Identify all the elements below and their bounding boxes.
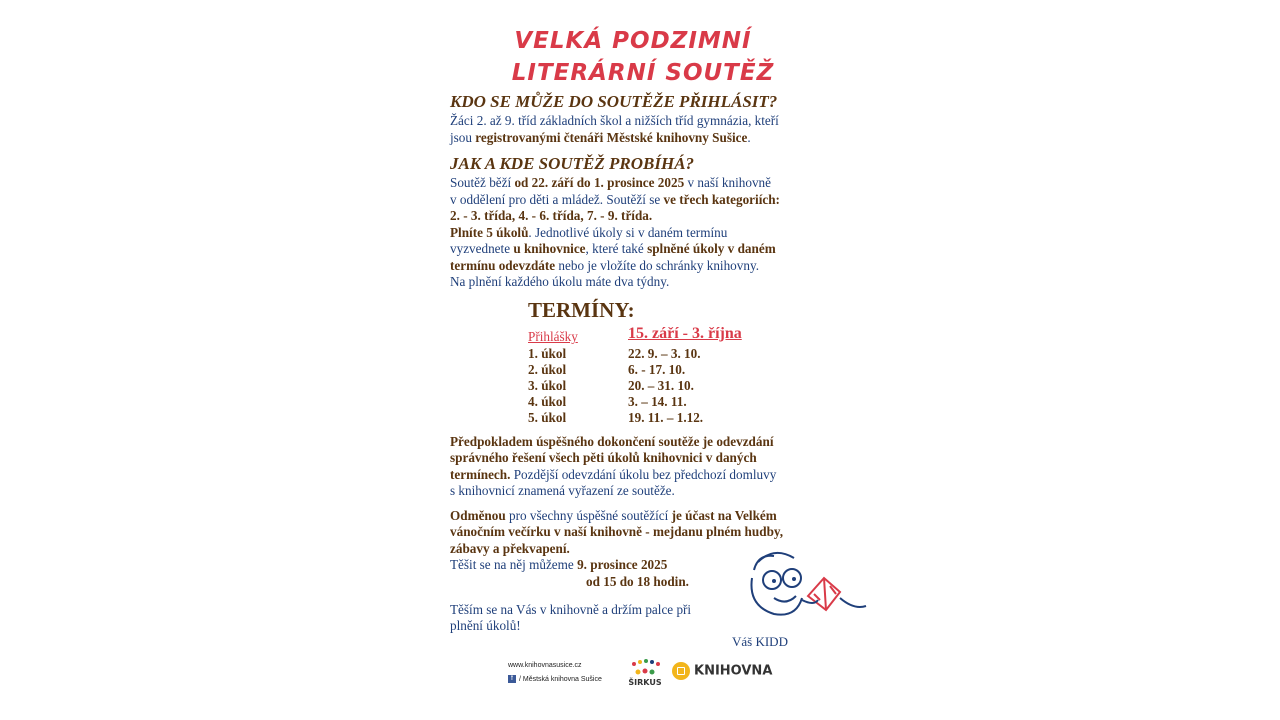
kidd-mascot-icon (744, 548, 870, 626)
terms-heading: TERMÍNY: (528, 298, 635, 322)
section2-line3: 2. - 3. třída, 4. - 6. třída, 7. - 9. třída. (450, 208, 653, 223)
section5-line1: Těším se na Vás v knihovně a držím palce při (450, 602, 692, 617)
section4-line4: Těšit se na něj můžeme 9. prosince 2025 (450, 557, 668, 572)
knihovna-icon (672, 662, 690, 680)
section1-line1: Žáci 2. až 9. tříd základních škol a nižších tříd gymnázia, kteří (450, 113, 779, 128)
section4-line2: vánočním večírku v naší knihovně - mejdanu plném hudby, (450, 524, 784, 539)
section2-line2: v oddělení pro děti a mládež. Soutěží se ve třech kategoriích: (450, 192, 780, 207)
sirkus-logo (628, 658, 662, 693)
section4-line3: zábavy a překvapení. (450, 541, 570, 556)
section2-line1: Soutěž běží od 22. září do 1. prosince 2025 v naší knihovně (450, 175, 771, 190)
poster: VELKÁ PODZIMNÍ LITERÁRNÍ SOUTĚŽ KDO SE MŮŽE DO SOUTĚŽE PŘIHLÁSIT? Žáci 2. až 9. tříd základních škol a nižších tříd gymnázia, kteří jsou registrovanými čtenáři Městské knihovny Sušice. JAK A KDE SOUTĚŽ PROBÍHÁ? Soutěž běží od 22. září do 1. prosince 2025 v naší knihovně v oddělení pro děti a mládež. Soutěží se ve třech kategoriích: 2. - 3. třída, 4. - 6. třída, 7. - 9. třída. Plníte 5 úkolů. Jednotlivé úkoly si v daném termínu vyzvednete u knihovnice, které také splněné úkoly v daném termínu odevzdáte nebo je vložíte do schránky knihovny. Na plnění každého úkolu máte dva týdny. TERMÍNY: Přihlášky 15. září - 3. října 1. úkol 22. 9. – 3. 10. 2. úkol 6. - 17. 10. 3. úkol 20. – 31. 10. 4. úkol 3. – 14. 11. 5. úkol 19. 11. – 1.12. Předpokladem úspěšného dokončení soutěže je odevzdání správného řešení všech pěti úkolů knihovnici v daných termínech. Pozdější odevzdání úkolu bez předchozí domluvy s knihovnicí znamená vyřazení ze soutěže. Odměnou pro všechny úspěšné soutěžící je účast na Velkém vánočním večírku v naší knihovně - mejdanu plném hudby, zábavy a překvapení. Těšit se na něj můžeme 9. prosince 2025 od 15 do 18 hodin. Těším se na Vás v knihovně a držím palce při plnění úkolů! Váš KIDD www.knihovnasusice.cz f / Městská knihovna Sušice ŠIRKUS KNIHOVNA (448, 22, 838, 717)
section2-line6: termínu odevzdáte nebo je vložíte do schránky knihovny. (450, 258, 759, 273)
footer (508, 656, 778, 692)
section1-heading: KDO SE MŮŽE DO SOUTĚŽE PŘIHLÁSIT? (450, 92, 778, 111)
section3-line4: s knihovnicí znamená vyřazení ze soutěže. (450, 483, 675, 498)
section3-line3: termínech. Pozdější odevzdání úkolu bez předchozí domluvy (450, 467, 777, 482)
section2-line7: Na plnění každého úkolu máte dva týdny. (450, 274, 670, 289)
section5-line2: plnění úkolů! (450, 618, 521, 633)
knihovna-logo: KNIHOVNA (672, 662, 772, 680)
section1-line2: jsou registrovanými čtenáři Městské knihovny Sušice. (450, 130, 751, 145)
title-line-2: LITERÁRNÍ SOUTĚŽ (511, 60, 775, 86)
section4-line1: Odměnou pro všechny úspěšné soutěžící je účast na Velkém (450, 508, 777, 523)
section3-line1: Předpokladem úspěšného dokončení soutěže je odevzdání (450, 434, 774, 449)
section2-line4: Plníte 5 úkolů. Jednotlivé úkoly si v daném termínu (450, 225, 728, 240)
section2-heading: JAK A KDE SOUTĚŽ PROBÍHÁ? (450, 154, 695, 173)
sirkus-label: ŠIRKUS (628, 678, 662, 687)
title-line-1: VELKÁ PODZIMNÍ (514, 28, 752, 54)
signature: Váš KIDD (732, 634, 788, 649)
sirkus-icon (628, 658, 662, 688)
section3-line2: správného řešení všech pěti úkolů knihovnici v daných (450, 450, 757, 465)
website-link[interactable]: www.knihovnasusice.cz (508, 662, 582, 669)
section4-line5: od 15 do 18 hodin. (586, 574, 689, 589)
section2-line5: vyzvednete u knihovnice, které také splněné úkoly v daném (450, 241, 776, 256)
facebook-icon: f (508, 675, 516, 683)
facebook-link[interactable]: f / Městská knihovna Sušice (508, 675, 602, 683)
